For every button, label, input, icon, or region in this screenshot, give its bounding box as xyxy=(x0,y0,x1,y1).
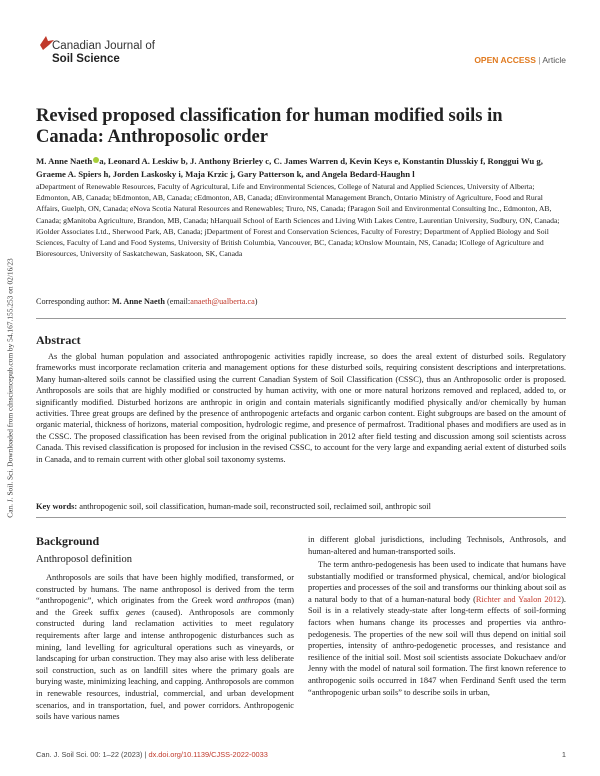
background-heading: Background xyxy=(36,534,100,548)
article-type: Article xyxy=(542,55,566,65)
access-separator: | xyxy=(538,55,541,65)
page-number: 1 xyxy=(561,750,566,759)
email-prefix: (email: xyxy=(167,297,191,306)
body-left-column xyxy=(36,572,294,723)
journal-logo[interactable] xyxy=(40,34,190,68)
affiliations: aDepartment of Renewable Resources, Faculty of Agricultural, Life and Environmental Sciences, College of Natural and Applied Sciences, University of Alberta; Edmonton, AB, Canada; bEdmonton, AB, Canada; cEdmonton, AB, Canada; dEnvironmental Management Branch, Ontario Ministry of Agriculture, Food and Rural Affairs, Guelph, ON, Canada; eNova Scotia Natural Resources and Renewables; Truro, NS, Canada; fParagon Soil and Environmental Consulting Inc., Edmonton, AB, Canada; gManitoba Agriculture, Brandon, MB, Canada; hHarquail School of Earth Sciences and Living With Lakes Centre, Laurentian University, Sudbury, ON, Canada; iGolder Associates Ltd., Sherwood Park, AB, Canada; jDepartment of Forest and Conservation Sciences, Faculty of Forestry; Department of Applied Biology and Soil Sciences, Faculty of Land and Food Systems, University of British Columbia, Vancouver, BC, Canada; kOnslow Mountain, NS, Canada; lCollege of Agriculture and Bioresources, University of Saskatchewan, Saskatoon, SK, Canada xyxy=(36,182,560,259)
citation-link[interactable]: Richter and Yaalon 2012 xyxy=(475,594,562,604)
body-text: The term anthro-pedogenesis has been used to indicate that humans have substantially modified or transformed physical, chemical, and/or biological properties and processes of the soil and transforms our thinking about soil as a natural body to that of a human-natural body ( xyxy=(308,560,566,604)
greek-term-anthropos: anthropos xyxy=(236,596,271,606)
download-sidebar xyxy=(0,0,18,776)
footer-citation xyxy=(36,750,268,759)
greek-term-genes: genes xyxy=(125,607,146,617)
anthroposol-subheading: Anthroposol definition xyxy=(36,554,132,565)
keywords-text: anthropogenic soil, soil classification, human-made soil, reconstructed soil, reclaimed soil, anthropic soil xyxy=(79,502,431,511)
divider-top xyxy=(36,318,566,319)
article-title: Revised proposed classification for human modified soils in Canada: Anthroposolic order xyxy=(36,106,503,147)
body-text: ). Soil is in a relatively steady-state after long-term effects of soil-forming factors when humans change its processes and properties via anthro-pedogenesis. The properties of the new soil will thus depend on initial soil properties, intensity of anthro-pedogenetic processes, and resistance and resilience of the initial soil. Most soil scientists associate Dokuchaev and/or Jenny with the model of natural soil formation. The first known reference to anthropogenic soils occurred in 1847 when Ferdinand Senft used the term “anthropogenic urban soils” to describe soils in urban, xyxy=(308,594,566,697)
first-author: M. Anne Naeth xyxy=(36,156,93,166)
download-note: Can. J. Soil. Sci. Downloaded from cdnsciencepub.com by 54.167.155.253 on 02/16/23 xyxy=(5,258,15,518)
doi-link[interactable]: dx.doi.org/10.1139/CJSS-2022-0033 xyxy=(148,750,268,759)
body-text: Anthroposols are soils that have been highly modified, transformed, or constructed by humans. The name anthroposol is derived from the term “anthropogenic”, which originates from the Greek word xyxy=(36,573,294,606)
body-right-column xyxy=(308,559,566,698)
open-access-badge: OPEN ACCESS xyxy=(474,55,536,65)
abstract-heading: Abstract xyxy=(36,333,81,347)
body-text: (caused). Anthroposols are commonly constructed during land reclamation activities to meet regulatory requirements after large and intense anthropogenic disturbances such as mining, land levelling for agricultural operations such as vineyards, or landscaping for urban construction. They may also arise with less deliberate soil construction, such as on landfill sites where the primary goals are burying waste, minimizing leaching, and capping. Anthroposols are common in renewable resources, industrial, commercial, and urban development scenarios, and in transportation, fuel, and power corridors. Anthropogenic soils have various names xyxy=(36,607,294,722)
email-link[interactable]: anaeth@ualberta.ca xyxy=(190,297,255,306)
other-authors: a, Leonard A. Leskiw b, J. Anthony Brierley c, C. James Warren d, Kevin Keys e, Konstantin Dlusskiy f, Ronggui Wu g, Graeme A. Spiers h, Jorden Laskosky i, Maja Krzic j, Gary Patterson k, and Angela Bedard-Haughn l xyxy=(36,156,543,179)
access-label xyxy=(474,55,566,65)
author-list xyxy=(36,155,564,180)
corresponding-name: M. Anne Naeth xyxy=(111,297,165,306)
email-suffix: ) xyxy=(254,297,258,306)
body-right-column-top: in different global jurisdictions, including Technisols, Anthrosols, and human-altered and human-transported soils. xyxy=(308,535,566,556)
corresponding-author xyxy=(36,297,566,306)
abstract-text: As the global human population and associated anthropogenic activities rapidly increase, so does the areal extent of disturbed soils. Regulatory frameworks must incorporate reclamation criteria and management options for these disturbed soils, requiring consistent descriptions and interpretations. Many human-altered soils cannot be classified using the current Canadian System of Soil Classification (CSSC), thus an Anthroposolic order is proposed. Anthroposols are soils that are highly modified or constructed by human activity, with one or more natural horizons removed and replaced, added to, or significantly modified. Disturbed horizons are anthropic in origin and contain materials significantly modified physically and/or chemically by human activities. Three great groups are defined by the presence of anthropogenic artefacts and organic carbon content. Eight subgroups are based on the amount of organic material, thickness of horizons, material composition, hydrologic regime, and presence of permafrost. Traditional phases and modifiers are used as in the CSSC. The proposed classification has been revised from the original publication in 2012 after field testing and discussion among soil scientists across Canada. This revised classification is proposed for inclusion in the revised CSSC, to account for the very large and expanding aerial extent of disturbed soils in Canada, and to remain current with other global soil taxonomy systems. xyxy=(36,352,566,464)
divider-bottom xyxy=(36,517,566,518)
corresponding-label: Corresponding author: xyxy=(36,297,110,306)
journal-name-line2: Soil Science xyxy=(52,53,120,65)
journal-name-line1: Canadian Journal of xyxy=(52,40,155,52)
keywords xyxy=(36,502,566,511)
keywords-label: Key words: xyxy=(36,502,78,511)
journal-citation: Can. J. Soil Sci. 00: 1–22 (2023) | xyxy=(36,750,147,759)
body-text: (man) and the Greek suffix xyxy=(36,596,294,617)
